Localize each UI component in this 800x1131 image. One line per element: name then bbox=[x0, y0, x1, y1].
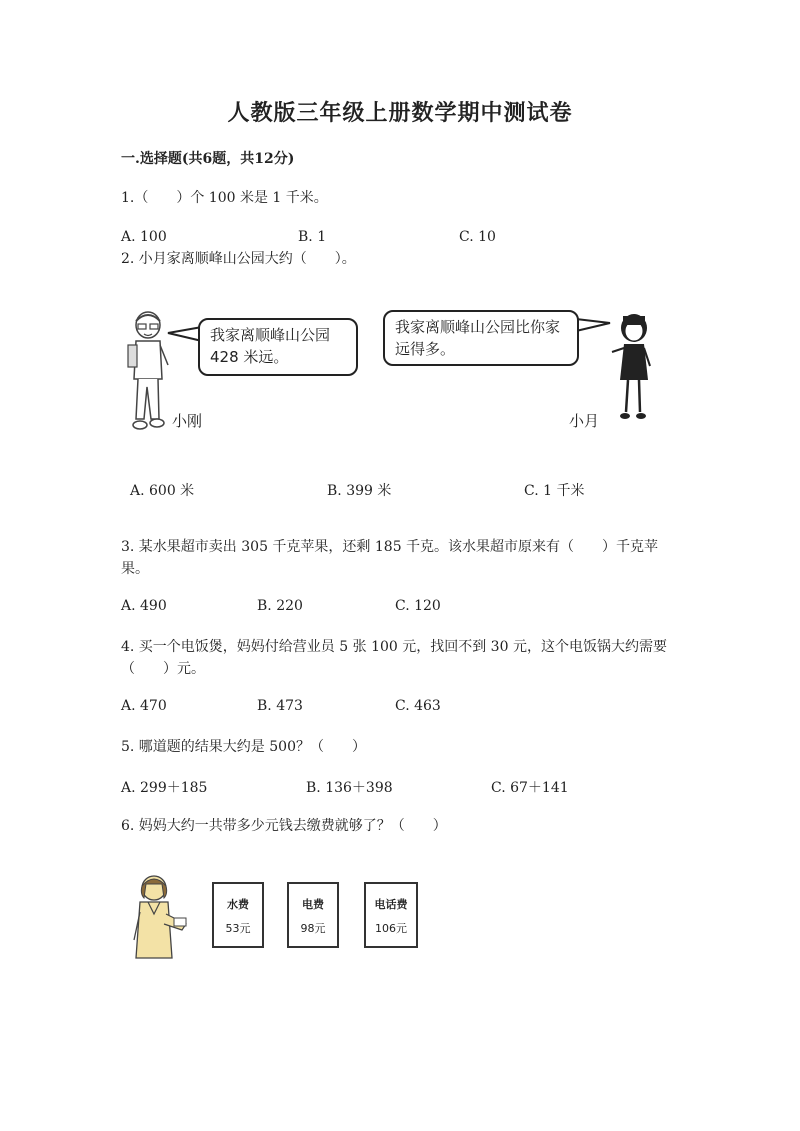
bill-electricity bbox=[287, 882, 339, 948]
question-3-stem: 3. 某水果超市卖出 305 千克苹果，还剩 185 千克。该水果超市原来有（ ）千克苹果。 bbox=[121, 539, 659, 577]
bill-water-amount: 53元 bbox=[225, 922, 251, 935]
bill-phone-label: 电话费 bbox=[374, 898, 408, 911]
bill-electricity-label: 电费 bbox=[302, 898, 324, 911]
question-1-option-a[interactable]: A. 100 bbox=[121, 229, 167, 245]
mother-illustration bbox=[128, 874, 188, 960]
question-1-option-b[interactable]: B. 1 bbox=[298, 229, 327, 245]
question-3-option-a[interactable]: A. 490 bbox=[121, 598, 167, 614]
question-4-option-a[interactable]: A. 470 bbox=[121, 698, 167, 714]
question-2-option-a[interactable]: A. 600 米 bbox=[130, 483, 195, 499]
right-bubble-tail bbox=[576, 317, 610, 337]
question-3-option-c[interactable]: C. 120 bbox=[395, 598, 441, 614]
question-4-option-c[interactable]: C. 463 bbox=[395, 698, 441, 714]
question-4-stem: 4. 买一个电饭煲，妈妈付给营业员 5 张 100 元，找回不到 30 元，这个电饭锅大约需要（ ）元。 bbox=[121, 639, 667, 677]
left-speech-bubble: 我家离顺峰山公园428 米远。 bbox=[198, 318, 358, 376]
question-5-option-b[interactable]: B. 136＋398 bbox=[306, 780, 393, 796]
girl-name-label: 小月 bbox=[569, 412, 600, 430]
question-4-option-b[interactable]: B. 473 bbox=[257, 698, 303, 714]
bill-electricity-amount: 98元 bbox=[300, 922, 326, 935]
question-2-option-c[interactable]: C. 1 千米 bbox=[524, 483, 585, 499]
bill-phone-amount: 106元 bbox=[375, 922, 407, 935]
question-3-option-b[interactable]: B. 220 bbox=[257, 598, 303, 614]
bill-phone bbox=[364, 882, 418, 948]
bill-water bbox=[212, 882, 264, 948]
question-1-option-c[interactable]: C. 10 bbox=[459, 229, 496, 245]
right-speech-bubble: 我家离顺峰山公园比你家远得多。 bbox=[383, 310, 579, 366]
left-bubble-tail bbox=[168, 325, 202, 345]
page-title: 人教版三年级上册数学期中测试卷 bbox=[227, 100, 573, 126]
boy-name-label: 小刚 bbox=[172, 412, 203, 430]
question-1-stem: 1.（ ）个 100 米是 1 千米。 bbox=[121, 190, 328, 206]
question-5-option-c[interactable]: C. 67＋141 bbox=[491, 780, 569, 796]
section-heading: 一.选择题(共6题，共12分) bbox=[121, 151, 295, 167]
question-2-option-b[interactable]: B. 399 米 bbox=[327, 483, 392, 499]
question-2-stem: 2. 小月家离顺峰山公园大约（ ）。 bbox=[121, 251, 356, 267]
bill-water-label: 水费 bbox=[227, 898, 249, 911]
girl-illustration bbox=[608, 312, 654, 424]
boy-illustration bbox=[124, 307, 174, 435]
question-6-stem: 6. 妈妈大约一共带多少元钱去缴费就够了？（ ） bbox=[121, 818, 447, 834]
question-5-stem: 5. 哪道题的结果大约是 500？（ ） bbox=[121, 739, 366, 755]
question-5-option-a[interactable]: A. 299＋185 bbox=[121, 780, 208, 796]
